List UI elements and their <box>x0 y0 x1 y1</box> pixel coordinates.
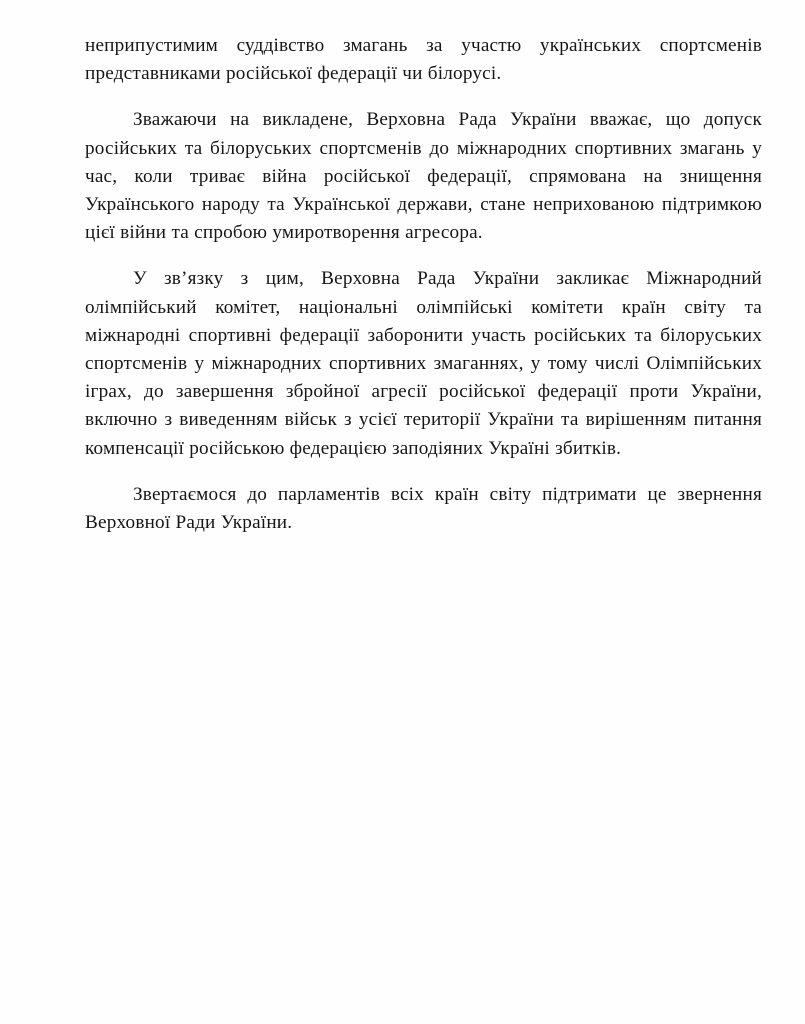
document-text-body <box>85 32 762 537</box>
paragraph-continuation: неприпустимим суддівство змагань за участю українських спортсменів представниками російської федерації чи білорусі. <box>85 35 762 85</box>
paragraph-appeal-parliaments: Звертаємося до парламентів всіх країн світу підтримати це звернення Верховної Ради України. <box>85 483 762 534</box>
paragraph-appeal-ioc: У зв’язку з цим, Верховна Рада України закликає Міжнародний олімпійський комітет, національні олімпійські комітети країн світу та міжнародні спортивні федерації заборонити участь російських та білоруських спортсменів у міжнародних спортивних змаганнях, у тому числі Олімпійських іграх, до завершення збройної агресії російської федерації проти України, включно з виведенням військ з усієї території України та вирішенням питання компенсації російською федерацією заподіяних Україні збитків. <box>85 268 762 459</box>
paragraph-considering: Зважаючи на викладене, Верховна Рада України вважає, що допуск російських та білоруських спортсменів до міжнародних спортивних змагань у час, коли триває війна російської федерації, спрямована на знищення Українського народу та Української держави, стане неприхованою підтримкою цієї війни та спробою умиротворення агресора. <box>85 109 762 244</box>
